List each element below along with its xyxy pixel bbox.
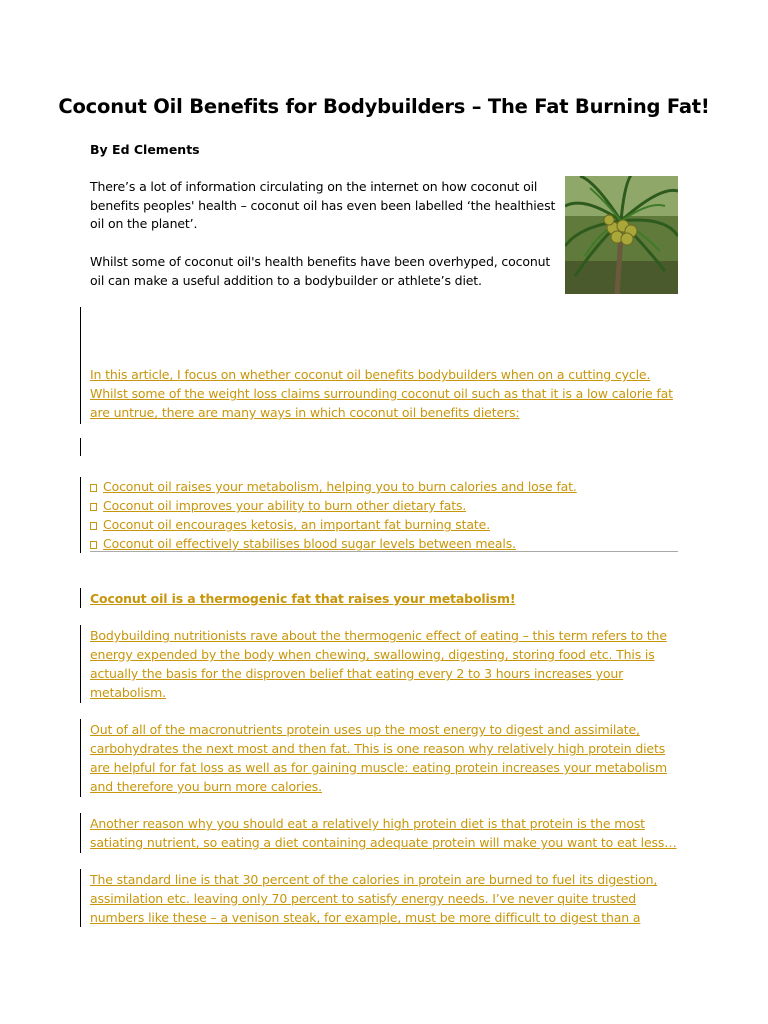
change-bar [80, 307, 81, 424]
text-line: satiating nutrient, so eating a diet containing adequate protein will make you want to eat less… [90, 835, 677, 850]
text-line: numbers like these – a venison steak, for example, must be more difficult to digest than a [90, 910, 641, 925]
text-line: Another reason why you should eat a relatively high protein diet is that protein is the most [90, 816, 645, 831]
text-line: Bodybuilding nutritionists rave about the thermogenic effect of eating – this term refers to the [90, 628, 667, 643]
text-line: Out of all of the macronutrients protein uses up the most energy to digest and assimilate, [90, 722, 640, 737]
change-bar [80, 813, 81, 853]
change-bar [80, 588, 81, 608]
list-item-text: Coconut oil improves your ability to burn other dietary fats. [103, 498, 467, 513]
paragraph-standard-line[interactable] [90, 870, 690, 927]
list-item [90, 477, 690, 496]
list-item-text: Coconut oil raises your metabolism, helping you to burn calories and lose fat. [103, 479, 577, 494]
text-line: carbohydrates the next most and then fat. This is one reason why relatively high protein diets [90, 741, 666, 756]
text-line: The standard line is that 30 percent of the calories in protein are burned to fuel its digestion, [90, 872, 658, 887]
list-item-text: Coconut oil effectively stabilises blood sugar levels between meals. [103, 536, 516, 551]
checkbox-icon [90, 484, 97, 492]
change-bar [80, 477, 81, 553]
change-bar [80, 438, 81, 456]
text-line: are untrue, there are many ways in which coconut oil benefits dieters: [90, 405, 520, 420]
text-line: Whilst some of the weight loss claims surrounding coconut oil such as that it is a low calorie fat [90, 386, 673, 401]
text-line: metabolism. [90, 685, 166, 700]
text-line: assimilation etc. leaving only 70 percent to satisfy energy needs. I’ve never quite trusted [90, 891, 637, 906]
checkbox-icon [90, 541, 97, 549]
checkbox-icon [90, 522, 97, 530]
coconut-palm-image [565, 176, 678, 294]
divider [90, 551, 678, 552]
intro-paragraph-1: There’s a lot of information circulating on the internet on how coconut oil benefits peoples' health – coconut oil has even been labelled ‘the healthiest oil on the planet’. [90, 179, 556, 231]
benefits-list[interactable] [90, 477, 690, 553]
byline: By Ed Clements [90, 142, 200, 157]
list-item-text: Coconut oil encourages ketosis, an important fat burning state. [103, 517, 491, 532]
text-line: and therefore you burn more calories. [90, 779, 322, 794]
paragraph-thermogenic[interactable] [90, 626, 690, 702]
text-line: In this article, I focus on whether coconut oil benefits bodybuilders when on a cutting cycle. [90, 367, 651, 382]
paragraph-satiating[interactable] [90, 814, 690, 852]
text-line: are helpful for fat loss as well as for gaining muscle: eating protein increases your metabolism [90, 760, 668, 775]
article-intro[interactable] [90, 365, 690, 422]
intro-paragraph-2: Whilst some of coconut oil's health benefits have been overhyped, coconut oil can make a useful addition to a bodybuilder or athlete’s diet. [90, 254, 551, 288]
section-heading[interactable]: Coconut oil is a thermogenic fat that raises your metabolism! [90, 591, 516, 606]
change-bar [80, 625, 81, 703]
paragraph-macronutrients[interactable] [90, 720, 690, 796]
article-title: Coconut Oil Benefits for Bodybuilders – The Fat Burning Fat! [58, 95, 710, 118]
change-bar [80, 719, 81, 797]
change-bar [80, 869, 81, 927]
checkbox-icon [90, 503, 97, 511]
list-item [90, 496, 690, 515]
text-line: energy expended by the body when chewing, swallowing, digesting, storing food etc. This is [90, 647, 655, 662]
text-line: actually the basis for the disproven belief that eating every 2 to 3 hours increases your [90, 666, 624, 681]
list-item [90, 515, 690, 534]
